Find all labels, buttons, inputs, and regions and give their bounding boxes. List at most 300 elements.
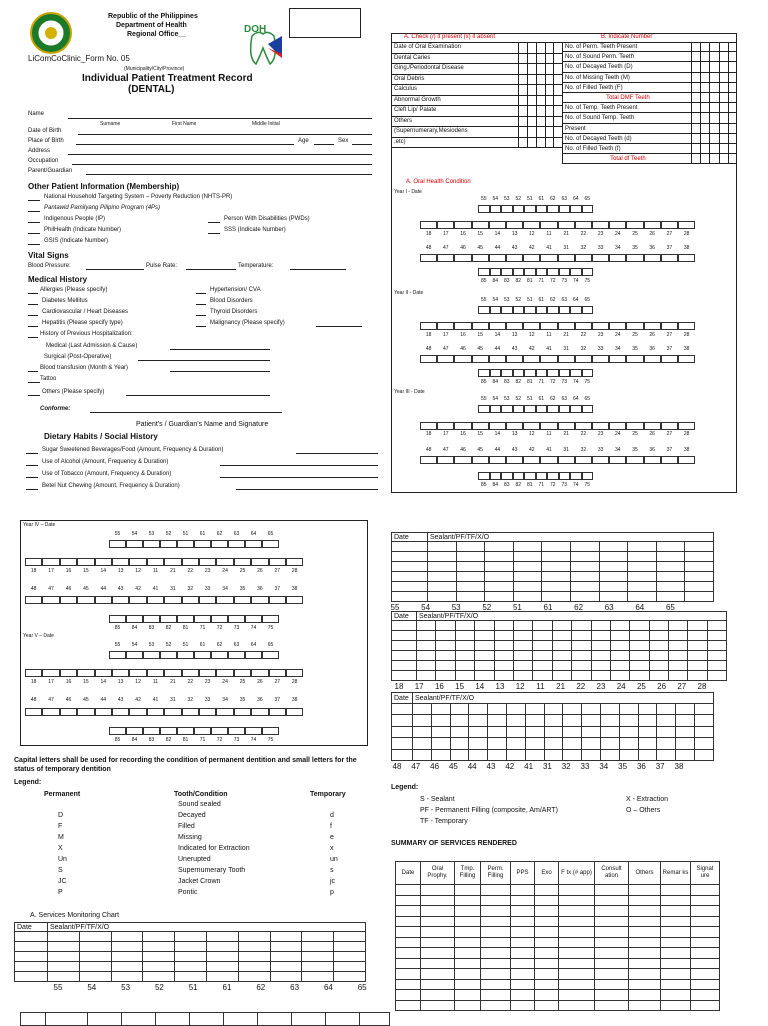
grid-cell[interactable] bbox=[533, 641, 552, 651]
tooth-box[interactable] bbox=[523, 254, 540, 262]
tooth-box[interactable] bbox=[234, 558, 251, 566]
tattoo-check[interactable] bbox=[28, 382, 40, 383]
grid-cell[interactable] bbox=[475, 631, 494, 641]
tooth-box[interactable] bbox=[42, 558, 59, 566]
summary-cell[interactable] bbox=[395, 917, 421, 928]
tooth-box[interactable] bbox=[126, 727, 143, 735]
tooth-box[interactable] bbox=[77, 708, 94, 716]
grid-cell[interactable] bbox=[553, 631, 572, 641]
tooth-box[interactable] bbox=[523, 221, 540, 229]
tooth-box[interactable] bbox=[501, 369, 513, 377]
grid-cell[interactable] bbox=[514, 542, 543, 552]
grid-cell[interactable] bbox=[563, 727, 582, 739]
tooth-box[interactable] bbox=[25, 708, 42, 716]
summary-cell[interactable] bbox=[595, 969, 629, 980]
summary-cell[interactable] bbox=[559, 959, 595, 970]
grid-cell[interactable] bbox=[514, 552, 543, 562]
grid-cell[interactable] bbox=[542, 582, 571, 592]
check-cell[interactable] bbox=[536, 74, 545, 85]
tooth-box[interactable] bbox=[160, 615, 177, 623]
summary-cell[interactable] bbox=[421, 906, 455, 917]
grid-cell[interactable] bbox=[657, 542, 686, 552]
grid-date-cell[interactable] bbox=[14, 932, 48, 942]
tooth-box[interactable] bbox=[228, 615, 245, 623]
tooth-box[interactable] bbox=[523, 355, 540, 363]
grid-cell[interactable] bbox=[48, 942, 80, 952]
grid-cell[interactable] bbox=[475, 671, 494, 681]
check-cell[interactable] bbox=[527, 84, 536, 95]
summary-cell[interactable] bbox=[455, 980, 481, 991]
summary-cell[interactable] bbox=[629, 1001, 661, 1012]
grid-cell[interactable] bbox=[485, 582, 514, 592]
tooth-box[interactable] bbox=[540, 422, 557, 430]
check-cell[interactable] bbox=[527, 53, 536, 64]
summary-cell[interactable] bbox=[629, 980, 661, 991]
sugar-check[interactable] bbox=[26, 453, 38, 454]
indicate-cell[interactable] bbox=[709, 62, 718, 71]
grid-cell[interactable] bbox=[600, 562, 629, 572]
summary-cell[interactable] bbox=[691, 959, 720, 970]
summary-cell[interactable] bbox=[511, 927, 535, 938]
summary-cell[interactable] bbox=[691, 969, 720, 980]
grid-cell[interactable] bbox=[676, 715, 695, 727]
indicate-cell[interactable] bbox=[719, 83, 728, 92]
tooth-box[interactable] bbox=[160, 540, 177, 548]
tooth-box[interactable] bbox=[644, 254, 661, 262]
grid-date-cell[interactable] bbox=[14, 942, 48, 952]
check-cell[interactable] bbox=[553, 116, 562, 127]
summary-cell[interactable] bbox=[595, 1001, 629, 1012]
grid-cell[interactable] bbox=[657, 562, 686, 572]
summary-cell[interactable] bbox=[535, 938, 559, 949]
grid-cell[interactable] bbox=[239, 972, 271, 982]
summary-cell[interactable] bbox=[421, 990, 455, 1001]
grid-cell[interactable] bbox=[112, 962, 144, 972]
grid-cell[interactable] bbox=[207, 952, 239, 962]
grid-cell[interactable] bbox=[271, 972, 303, 982]
tooth-box[interactable] bbox=[262, 727, 279, 735]
tooth-box[interactable] bbox=[95, 669, 112, 677]
indicate-cell[interactable] bbox=[719, 103, 728, 112]
tooth-box[interactable] bbox=[490, 205, 502, 213]
grid-cell[interactable] bbox=[175, 962, 207, 972]
check-cell[interactable] bbox=[545, 53, 554, 64]
tooth-box[interactable] bbox=[513, 472, 525, 480]
summary-cell[interactable] bbox=[481, 917, 511, 928]
grid-date-cell[interactable] bbox=[391, 572, 428, 582]
grid-cell[interactable] bbox=[514, 651, 533, 661]
grid-cell[interactable] bbox=[582, 738, 601, 750]
tooth-box[interactable] bbox=[234, 669, 251, 677]
grid-cell[interactable] bbox=[334, 972, 366, 982]
grid-cell[interactable] bbox=[669, 631, 688, 641]
tooth-box[interactable] bbox=[524, 472, 536, 480]
tooth-box[interactable] bbox=[437, 322, 454, 330]
summary-cell[interactable] bbox=[421, 927, 455, 938]
tooth-box[interactable] bbox=[25, 669, 42, 677]
grid-cell[interactable] bbox=[428, 572, 457, 582]
summary-cell[interactable] bbox=[481, 990, 511, 1001]
tooth-box[interactable] bbox=[592, 422, 609, 430]
sex-field[interactable] bbox=[352, 144, 372, 145]
tooth-box[interactable] bbox=[472, 322, 489, 330]
tooth-box[interactable] bbox=[112, 669, 129, 677]
medical-adm-field[interactable] bbox=[170, 349, 270, 350]
grid-cell[interactable] bbox=[708, 661, 727, 671]
indicate-cell[interactable] bbox=[728, 103, 737, 112]
summary-cell[interactable] bbox=[455, 896, 481, 907]
tooth-box[interactable] bbox=[95, 596, 112, 604]
indicate-cell[interactable] bbox=[719, 93, 728, 102]
grid-cell[interactable] bbox=[620, 738, 639, 750]
grid-cell[interactable] bbox=[563, 750, 582, 762]
grid-cell[interactable] bbox=[239, 952, 271, 962]
summary-cell[interactable] bbox=[629, 896, 661, 907]
tooth-box[interactable] bbox=[575, 221, 592, 229]
indicate-cell[interactable] bbox=[691, 113, 700, 122]
summary-cell[interactable] bbox=[661, 990, 691, 1001]
summary-cell[interactable] bbox=[661, 938, 691, 949]
tooth-box[interactable] bbox=[25, 596, 42, 604]
tooth-box[interactable] bbox=[60, 596, 77, 604]
tooth-box[interactable] bbox=[143, 540, 160, 548]
grid-cell[interactable] bbox=[456, 631, 475, 641]
grid-cell[interactable] bbox=[432, 715, 451, 727]
grid-cell[interactable] bbox=[628, 562, 657, 572]
tooth-box[interactable] bbox=[678, 322, 695, 330]
summary-cell[interactable] bbox=[595, 917, 629, 928]
grid-cell[interactable] bbox=[582, 727, 601, 739]
grid-cell[interactable] bbox=[413, 727, 432, 739]
grid-cell[interactable] bbox=[695, 704, 714, 716]
grid-cell[interactable] bbox=[507, 715, 526, 727]
grid-cell[interactable] bbox=[457, 562, 486, 572]
tooth-box[interactable] bbox=[582, 405, 594, 413]
tooth-box[interactable] bbox=[262, 540, 279, 548]
summary-cell[interactable] bbox=[421, 948, 455, 959]
grid-cell[interactable] bbox=[485, 572, 514, 582]
tooth-box[interactable] bbox=[182, 669, 199, 677]
grid-cell[interactable] bbox=[432, 727, 451, 739]
indicate-cell[interactable] bbox=[728, 73, 737, 82]
summary-cell[interactable] bbox=[395, 969, 421, 980]
tooth-box[interactable] bbox=[536, 205, 548, 213]
grid-cell[interactable] bbox=[143, 972, 175, 982]
grid-cell[interactable] bbox=[688, 651, 707, 661]
tooth-box[interactable] bbox=[575, 355, 592, 363]
tooth-box[interactable] bbox=[109, 727, 126, 735]
temp-field[interactable] bbox=[290, 269, 346, 270]
tooth-box[interactable] bbox=[478, 369, 490, 377]
check-cell[interactable] bbox=[518, 42, 527, 53]
indicate-cell[interactable] bbox=[691, 42, 700, 51]
grid-cell[interactable] bbox=[507, 738, 526, 750]
summary-cell[interactable] bbox=[511, 969, 535, 980]
summary-cell[interactable] bbox=[559, 980, 595, 991]
summary-cell[interactable] bbox=[421, 917, 455, 928]
tooth-box[interactable] bbox=[109, 540, 126, 548]
grid-cell[interactable] bbox=[436, 631, 455, 641]
summary-cell[interactable] bbox=[629, 906, 661, 917]
grid-cell[interactable] bbox=[630, 641, 649, 651]
tooth-box[interactable] bbox=[129, 596, 146, 604]
grid-cell[interactable] bbox=[657, 552, 686, 562]
grid-cell[interactable] bbox=[688, 631, 707, 641]
grid-cell[interactable] bbox=[688, 671, 707, 681]
grid-cell[interactable] bbox=[571, 592, 600, 602]
grid-cell[interactable] bbox=[469, 738, 488, 750]
tooth-box[interactable] bbox=[609, 355, 626, 363]
summary-cell[interactable] bbox=[535, 990, 559, 1001]
grid-cell[interactable] bbox=[239, 962, 271, 972]
indicate-cell[interactable] bbox=[719, 62, 728, 71]
summary-cell[interactable] bbox=[395, 959, 421, 970]
summary-cell[interactable] bbox=[559, 896, 595, 907]
grid-cell[interactable] bbox=[542, 542, 571, 552]
indicate-cell[interactable] bbox=[691, 52, 700, 61]
tooth-box[interactable] bbox=[211, 651, 228, 659]
grid-cell[interactable] bbox=[630, 621, 649, 631]
tooth-box[interactable] bbox=[216, 669, 233, 677]
indicate-cell[interactable] bbox=[709, 113, 718, 122]
grid-cell[interactable] bbox=[708, 671, 727, 681]
grid-cell[interactable] bbox=[657, 750, 676, 762]
summary-cell[interactable] bbox=[629, 969, 661, 980]
tooth-box[interactable] bbox=[251, 708, 268, 716]
check-cell[interactable] bbox=[553, 137, 562, 148]
summary-cell[interactable] bbox=[661, 980, 691, 991]
grid-date-cell[interactable] bbox=[391, 750, 413, 762]
tooth-box[interactable] bbox=[454, 422, 471, 430]
summary-cell[interactable] bbox=[481, 896, 511, 907]
summary-cell[interactable] bbox=[511, 885, 535, 896]
tooth-box[interactable] bbox=[42, 596, 59, 604]
grid-cell[interactable] bbox=[572, 621, 591, 631]
tooth-box[interactable] bbox=[678, 456, 695, 464]
tooth-box[interactable] bbox=[109, 615, 126, 623]
summary-cell[interactable] bbox=[395, 948, 421, 959]
tooth-box[interactable] bbox=[437, 254, 454, 262]
tooth-box[interactable] bbox=[513, 268, 525, 276]
tooth-box[interactable] bbox=[678, 221, 695, 229]
grid-cell[interactable] bbox=[600, 592, 629, 602]
tooth-box[interactable] bbox=[524, 405, 536, 413]
summary-cell[interactable] bbox=[595, 885, 629, 896]
grid-date-cell[interactable] bbox=[391, 704, 413, 716]
summary-cell[interactable] bbox=[691, 917, 720, 928]
grid-cell[interactable] bbox=[526, 738, 545, 750]
tooth-box[interactable] bbox=[164, 596, 181, 604]
grid-cell[interactable] bbox=[545, 750, 564, 762]
tooth-box[interactable] bbox=[472, 221, 489, 229]
summary-cell[interactable] bbox=[595, 927, 629, 938]
grid-cell[interactable] bbox=[669, 661, 688, 671]
grid-cell[interactable] bbox=[650, 641, 669, 651]
summary-cell[interactable] bbox=[395, 990, 421, 1001]
grid-cell[interactable] bbox=[695, 727, 714, 739]
tooth-box[interactable] bbox=[644, 355, 661, 363]
indicate-cell[interactable] bbox=[728, 93, 737, 102]
grid-cell[interactable] bbox=[592, 661, 611, 671]
alcohol-check[interactable] bbox=[26, 465, 38, 466]
alcohol-field[interactable] bbox=[220, 465, 378, 466]
tooth-box[interactable] bbox=[234, 596, 251, 604]
tooth-box[interactable] bbox=[592, 456, 609, 464]
check-cell[interactable] bbox=[536, 95, 545, 106]
check-cell[interactable] bbox=[518, 84, 527, 95]
indicate-cell[interactable] bbox=[691, 134, 700, 143]
tooth-box[interactable] bbox=[513, 405, 525, 413]
summary-cell[interactable] bbox=[559, 969, 595, 980]
tooth-box[interactable] bbox=[129, 558, 146, 566]
grid-cell[interactable] bbox=[457, 542, 486, 552]
tooth-box[interactable] bbox=[547, 205, 559, 213]
grid-cell[interactable] bbox=[592, 631, 611, 641]
grid-cell[interactable] bbox=[526, 715, 545, 727]
summary-cell[interactable] bbox=[691, 927, 720, 938]
tooth-box[interactable] bbox=[523, 322, 540, 330]
grid-cell[interactable] bbox=[175, 932, 207, 942]
check-cell[interactable] bbox=[545, 137, 554, 148]
indicate-cell[interactable] bbox=[719, 134, 728, 143]
tooth-box[interactable] bbox=[523, 422, 540, 430]
tooth-box[interactable] bbox=[678, 355, 695, 363]
grid-cell[interactable] bbox=[526, 750, 545, 762]
grid-cell[interactable] bbox=[572, 641, 591, 651]
tooth-box[interactable] bbox=[575, 254, 592, 262]
grid-cell[interactable] bbox=[628, 552, 657, 562]
tooth-box[interactable] bbox=[199, 596, 216, 604]
check-cell[interactable] bbox=[527, 137, 536, 148]
summary-cell[interactable] bbox=[661, 1001, 691, 1012]
tooth-box[interactable] bbox=[478, 306, 490, 314]
sugar-field[interactable] bbox=[296, 453, 378, 454]
grid-cell[interactable] bbox=[695, 738, 714, 750]
malignancy-field[interactable] bbox=[316, 326, 362, 327]
tooth-box[interactable] bbox=[547, 306, 559, 314]
tooth-box[interactable] bbox=[182, 596, 199, 604]
check-cell[interactable] bbox=[527, 74, 536, 85]
grid-cell[interactable] bbox=[334, 942, 366, 952]
tooth-box[interactable] bbox=[661, 221, 678, 229]
name-field[interactable] bbox=[68, 118, 372, 119]
grid-cell[interactable] bbox=[457, 572, 486, 582]
tooth-box[interactable] bbox=[547, 472, 559, 480]
summary-cell[interactable] bbox=[691, 938, 720, 949]
indicate-cell[interactable] bbox=[709, 52, 718, 61]
tooth-box[interactable] bbox=[592, 355, 609, 363]
grid-date-cell[interactable] bbox=[14, 952, 48, 962]
grid-cell[interactable] bbox=[175, 972, 207, 982]
grid-cell[interactable] bbox=[657, 704, 676, 716]
grid-cell[interactable] bbox=[639, 715, 658, 727]
grid-cell[interactable] bbox=[685, 592, 714, 602]
tooth-box[interactable] bbox=[60, 708, 77, 716]
check-cell[interactable] bbox=[536, 137, 545, 148]
grid-cell[interactable] bbox=[650, 651, 669, 661]
malignancy-check[interactable] bbox=[196, 326, 206, 327]
tooth-box[interactable] bbox=[540, 456, 557, 464]
grid-cell[interactable] bbox=[669, 671, 688, 681]
check-cell[interactable] bbox=[536, 63, 545, 74]
indicate-cell[interactable] bbox=[700, 134, 709, 143]
summary-cell[interactable] bbox=[661, 969, 691, 980]
check-cell[interactable] bbox=[527, 105, 536, 116]
grid-cell[interactable] bbox=[495, 641, 514, 651]
tooth-box[interactable] bbox=[211, 615, 228, 623]
tooth-box[interactable] bbox=[513, 369, 525, 377]
check-cell[interactable] bbox=[518, 137, 527, 148]
grid-cell[interactable] bbox=[436, 661, 455, 671]
check-cell[interactable] bbox=[553, 63, 562, 74]
tooth-box[interactable] bbox=[644, 456, 661, 464]
grid-cell[interactable] bbox=[514, 631, 533, 641]
check-cell[interactable] bbox=[518, 105, 527, 116]
indicate-cell[interactable] bbox=[700, 113, 709, 122]
grid-cell[interactable] bbox=[628, 572, 657, 582]
grid-cell[interactable] bbox=[657, 592, 686, 602]
grid-cell[interactable] bbox=[526, 704, 545, 716]
summary-cell[interactable] bbox=[481, 1001, 511, 1012]
fourps-check[interactable] bbox=[28, 211, 40, 212]
tooth-box[interactable] bbox=[199, 558, 216, 566]
tooth-box[interactable] bbox=[126, 651, 143, 659]
grid-cell[interactable] bbox=[417, 621, 436, 631]
grid-cell[interactable] bbox=[542, 552, 571, 562]
grid-cell[interactable] bbox=[143, 942, 175, 952]
tooth-box[interactable] bbox=[199, 669, 216, 677]
others-field[interactable] bbox=[126, 395, 270, 396]
summary-cell[interactable] bbox=[629, 927, 661, 938]
tooth-box[interactable] bbox=[626, 221, 643, 229]
hypertension-check[interactable] bbox=[196, 293, 206, 294]
summary-cell[interactable] bbox=[559, 885, 595, 896]
tooth-box[interactable] bbox=[501, 306, 513, 314]
grid-cell[interactable] bbox=[628, 542, 657, 552]
tooth-box[interactable] bbox=[286, 558, 303, 566]
tooth-box[interactable] bbox=[626, 322, 643, 330]
check-cell[interactable] bbox=[545, 105, 554, 116]
summary-cell[interactable] bbox=[511, 917, 535, 928]
tooth-box[interactable] bbox=[536, 405, 548, 413]
tooth-box[interactable] bbox=[661, 456, 678, 464]
tooth-box[interactable] bbox=[177, 651, 194, 659]
summary-cell[interactable] bbox=[559, 917, 595, 928]
grid-cell[interactable] bbox=[650, 631, 669, 641]
grid-cell[interactable] bbox=[143, 952, 175, 962]
grid-cell[interactable] bbox=[451, 715, 470, 727]
summary-cell[interactable] bbox=[421, 969, 455, 980]
tooth-box[interactable] bbox=[420, 456, 437, 464]
summary-cell[interactable] bbox=[535, 917, 559, 928]
grid-cell[interactable] bbox=[563, 715, 582, 727]
grid-cell[interactable] bbox=[688, 641, 707, 651]
summary-cell[interactable] bbox=[661, 885, 691, 896]
tooth-box[interactable] bbox=[661, 254, 678, 262]
grid-cell[interactable] bbox=[592, 641, 611, 651]
grid-cell[interactable] bbox=[514, 641, 533, 651]
tooth-box[interactable] bbox=[540, 221, 557, 229]
indicate-cell[interactable] bbox=[709, 42, 718, 51]
summary-cell[interactable] bbox=[595, 959, 629, 970]
summary-cell[interactable] bbox=[511, 938, 535, 949]
grid-cell[interactable] bbox=[334, 962, 366, 972]
indicate-cell[interactable] bbox=[691, 144, 700, 153]
grid-cell[interactable] bbox=[207, 942, 239, 952]
grid-cell[interactable] bbox=[650, 671, 669, 681]
grid-cell[interactable] bbox=[413, 738, 432, 750]
check-cell[interactable] bbox=[553, 42, 562, 53]
